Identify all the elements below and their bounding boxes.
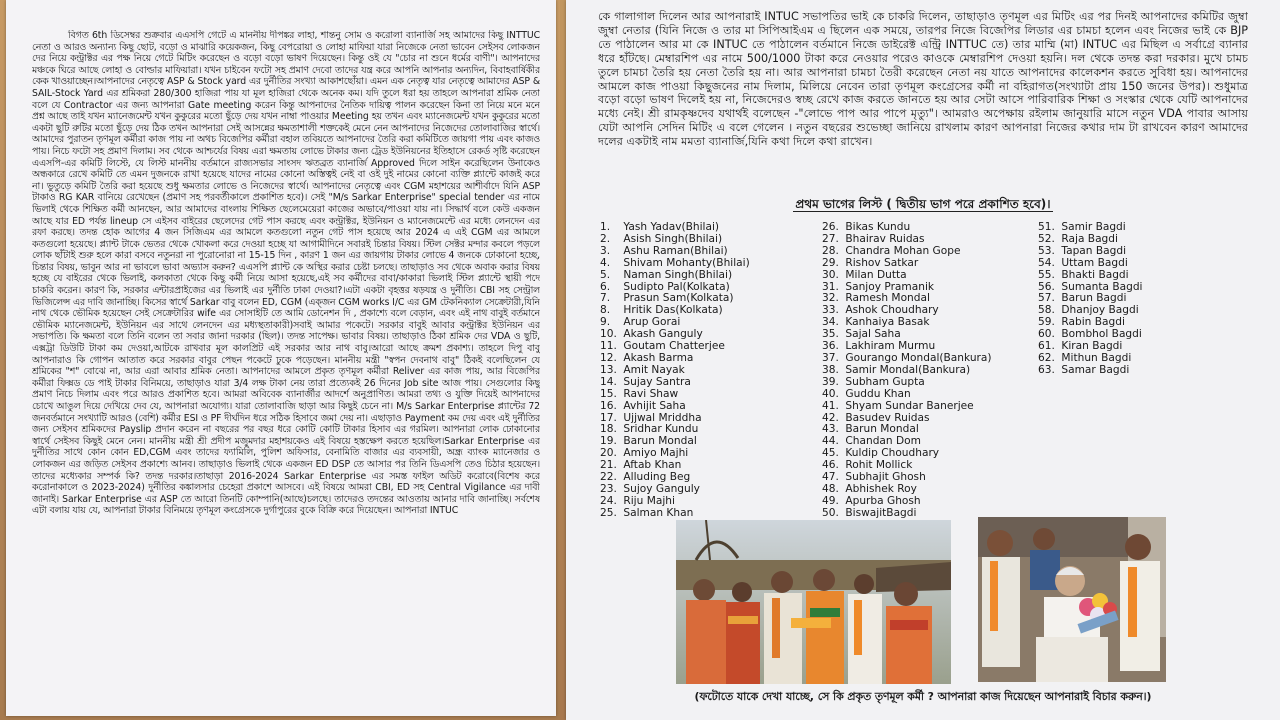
name-list-number: 44. — [822, 435, 839, 448]
name-list-name: Guddu Khan — [845, 387, 911, 400]
name-list-name: Kuldip Choudhary — [845, 447, 940, 460]
name-list-name: Mithun Bagdi — [1061, 351, 1132, 364]
name-list-name: Yash Yadav(Bhilai) — [623, 221, 720, 233]
name-list-name: Amit Nayak — [623, 363, 685, 376]
name-list-item — [822, 508, 992, 520]
name-list-name: Salman Khan — [623, 506, 694, 519]
name-list-number: 46. — [822, 459, 839, 472]
name-list-name: Sanjoy Pramanik — [845, 280, 935, 293]
name-list-name: Chandra Mohan Gope — [845, 244, 961, 257]
continuation-paragraph: কে গালাগাল দিলেন আর আপনারাই INTUC সভাপতির ভাই কে চাকরি দিলেন, তাছাড়াও তৃণমূল এর মিটিং এর পর দিনই আপনাদের কমিটির জুম্বা জুম্বা নেতার (যিনি নিজে ও তার মা সিপিআইএম এ ছিলেন এক সময়ে, তারপর নিজে বিজেপির লিডার এর চামচা হলেন এবং নিজের ভাই কে BJP তে পাঠালেন আর মা কে INTUC তে পাঠালেন বর্তমানে নিজে ডাইরেক্ট এন্ট্রি INTTUC তে) তার মাম্মি (মা) INTUC এর মিছিল এ সর্বাগ্রে ব্যানার ধরে হাঁটছে। মেম্বারশিপ এর নামে 500/1000 টাকা করে নেওয়ার পরেও কাওকে মেম্বারশিপ দেওয়া হয়নি। দল থেকে তদন্ত করা দরকার। মুখে চামচ তুলে চামচা তৈরি হয় নেতা তৈরি হয় না। আর আপনারা চামচা তৈরী করেছেন নেতা নয় যাতে আপনাদের কালেকশন করতে সুবিধা হয়। আপনাদের আমলে কাজ পাওয়া কিছুজনের নাম দিলাম, মিলিয়ে নেবেন তারা তৃণমূল কংগ্রেসের কর্মী না বহিরাগত(সংখ্যাটা প্রায় 150 জনের উপর)। শুধুমাত্র বড়ো বড়ো ভাষণ দিলেই হয় না, নিজেদেরও স্বচ্ছ রেখে কাজ করতে জানতে হয় আর সেটা আসে পারিবারিক শিক্ষা ও সংস্কার থেকে যেটি আপনাদের মধ্যে নেই। শ্রী রামকৃষ্ণদেব যথার্থই বলেছেন -"লোভে পাপ আর পাপে মৃত্যু"। আমরাও অপেক্ষায় রইলাম জানুয়ারি মাসে নতুন VDA পাবার আসায় যেটা আপনি সেদিন মিটিং এ বলে গেলেন । নতুন বছরের শুভেচ্ছা জানিয়ে রাখলাম কারণ আপনারা নিজের কথার দাম টা রাখবেন কারণ আমাদের দলের একটাই নাম মমতা ব্যানার্জি,যিনি কথা দিলে কথা রাখেন। — [598, 10, 1248, 149]
name-list-number: 33. — [822, 304, 839, 317]
name-list-name: Uttam Bagdi — [1061, 256, 1128, 269]
name-list-name: Subham Gupta — [845, 375, 925, 388]
name-list-name: Samir Bagdi — [1061, 221, 1126, 233]
name-list-number: 23. — [600, 482, 617, 495]
name-list-name: Shivam Mohanty(Bhilai) — [623, 256, 750, 269]
name-list-number: 36. — [822, 340, 839, 353]
name-list-name: Alluding Beg — [623, 471, 691, 484]
name-list-name: Chandan Dom — [845, 435, 921, 448]
name-list-name: Ashu Raman(Bhilai) — [623, 244, 728, 257]
name-list-name: Sumanta Bagdi — [1061, 280, 1143, 293]
name-list-number: 56. — [1038, 280, 1055, 293]
name-list-number: 11. — [600, 340, 617, 353]
name-list-name: Tapan Bagdi — [1061, 244, 1127, 257]
name-list-name: Sajal Saha — [845, 328, 901, 341]
name-list-number: 38. — [822, 363, 839, 376]
name-list-name: Basudev Ruidas — [845, 411, 930, 424]
name-list-name: Bhairav Ruidas — [845, 232, 925, 245]
name-list-number: 16. — [600, 399, 617, 412]
name-list-number: 18. — [600, 423, 617, 436]
name-list-number: 42. — [822, 411, 839, 424]
name-list-number: 53. — [1038, 244, 1055, 257]
name-list-name: Apurba Ghosh — [845, 494, 921, 507]
name-list-name: Dhanjoy Bagdi — [1061, 304, 1139, 317]
name-list-name: Naman Singh(Bhilai) — [623, 268, 733, 281]
name-list-number: 19. — [600, 435, 617, 448]
name-list-name: Avhijit Saha — [623, 399, 686, 412]
name-list-number: 59. — [1038, 316, 1055, 329]
name-list-name: Sujoy Ganguly — [623, 482, 700, 495]
name-list-number: 15. — [600, 387, 617, 400]
name-list-number: 49. — [822, 494, 839, 507]
name-list-name: Raja Bagdi — [1061, 232, 1118, 245]
name-list-number: 21. — [600, 459, 617, 472]
name-list-name: Rabin Bagdi — [1061, 316, 1125, 329]
name-list-number: 34. — [822, 316, 839, 329]
name-list-name: Kanhaiya Basak — [845, 316, 930, 329]
name-list-name: Hritik Das(Kolkata) — [623, 304, 723, 317]
name-list-number: 50. — [822, 506, 839, 519]
name-list-name: Bikas Kundu — [845, 221, 911, 233]
name-list-name: Milan Dutta — [845, 268, 907, 281]
photo-bouquet-welcome — [978, 517, 1166, 682]
name-list-number: 61. — [1038, 340, 1055, 353]
name-list-name: Riju Majhi — [623, 494, 675, 507]
name-list-number: 37. — [822, 351, 839, 364]
name-list-name: Sudipto Pal(Kolkata) — [623, 280, 730, 293]
name-list-number: 62. — [1038, 351, 1055, 364]
name-list-name: Abhishek Roy — [845, 482, 917, 495]
name-list-name: Prasun Sam(Kolkata) — [623, 292, 734, 305]
name-list-number: 5. — [600, 268, 611, 281]
name-list-number: 60. — [1038, 328, 1055, 341]
names-column-1 — [600, 222, 750, 520]
name-list-name: Ashok Choudhary — [845, 304, 939, 317]
name-list-name: Barun Mondal — [845, 423, 919, 436]
name-list-name: Samir Mondal(Bankura) — [845, 363, 971, 376]
name-list-number: 26. — [822, 221, 839, 233]
name-list-number: 45. — [822, 447, 839, 460]
name-list-number: 52. — [1038, 232, 1055, 245]
name-list-name: Amiyo Majhi — [623, 447, 689, 460]
name-list-number: 2. — [600, 232, 611, 245]
name-list-number: 41. — [822, 399, 839, 412]
name-list-number: 47. — [822, 471, 839, 484]
name-list-number: 29. — [822, 256, 839, 269]
name-list-number: 1. — [600, 221, 611, 233]
name-list-number: 9. — [600, 316, 611, 329]
name-list-name: Shyam Sundar Banerjee — [845, 399, 974, 412]
name-list-number: 13. — [600, 363, 617, 376]
name-list-number: 32. — [822, 292, 839, 305]
name-list-number: 28. — [822, 244, 839, 257]
name-list-number: 57. — [1038, 292, 1055, 305]
name-list-number: 35. — [822, 328, 839, 341]
name-list-name: Lakhiram Murmu — [845, 340, 936, 353]
photo-bouquet-welcome-image — [978, 517, 1166, 682]
name-list-name: Bombhol Bagdi — [1061, 328, 1142, 341]
name-list-name: Asish Singh(Bhilai) — [623, 232, 723, 245]
name-list-number: 51. — [1038, 221, 1055, 233]
name-list-name: Goutam Chatterjee — [623, 340, 725, 353]
name-list-number: 54. — [1038, 256, 1055, 269]
list-heading — [566, 196, 1280, 216]
name-list-number: 3. — [600, 244, 611, 257]
name-list-name: Ramesh Mondal — [845, 292, 930, 305]
name-list-number: 39. — [822, 375, 839, 388]
name-list-name: Aftab Khan — [623, 459, 682, 472]
name-list-name: Kiran Bagdi — [1061, 340, 1123, 353]
name-list-number: 63. — [1038, 363, 1055, 376]
body-paragraph-text: বিগত 6th ডিসেম্বর শুক্রবার এএসপি গেটে এ মাননীয় দীপঙ্কর লাহা, শান্তনু সোম ও করোলা ব্যানার্জি সহ আমাদের কিছু INTTUC নেতা ও আরও অন্যান্য কিছু ছোট, বড়ো ও মাঝারি কয়েকজন, কিছু বেপরোয়া ও লোহা মাফিয়া যারা নিজেকে নেতা ভাবেন সেইসব লোকজন দের নিয়ে কন্ট্রাক্টর এর পক্ষ নিয়ে গেটে মিটিং করেছেন ও বড়ো বড়ো ভাষণ দিয়েছেন। কিন্তু ওই যে "চোর না শুনে ধর্মের বাণী"। আপনাদের মঞ্চকে ঘিরে আছে লোহা ও বোল্ডার মাফিয়ারা। যখন চাইবেন ফটো সহ প্রমাণ দেবো তাদের যন্ত্র করে আপনি আপনার অন্যদিন, বিবাহবার্ষিকীর কেক খাওয়াচ্ছেন।আপনাদের নেতৃত্বে ASP & Stock yard এর দুর্নীতির সংখ্যা আকাশছোঁয়া। এমন এক নেতৃত্ব যার নেতৃত্বে আমাদের ASP & SAIL-Stock Yard এর শ্রমিকরা 280/300 হাজিরা পায় যা মূল হাজিরা থেকে অনেক কম। যদি তুলে ধরা হয় তাহলে আপনারা শ্রমিক নেতা বলে যে Contractor এর জন্য আপনারা Gate meeting করেন কিন্তু আপনাদের নৈতিক দায়িত্ব পালন করেছেন কিনা তা নিয়ে মনে মনে প্রশ্ন আছে তাই যখন ম্যানেজমেন্ট যখন কুকুরের মতো ছুঁড়ে দেয় যখন নাম্বা পাওয়ার Meeting হয় তখন এবং ম্যানেজমেন্ট যখন কুকুরের মতো একটা ছুটি রুটির মতো ছুঁড়ে দেয় ঠিক তখন আপনারা সেই আসন্নের ক্ষমতাশালী শক্তকেই মেনে নেন আপনাদের নিজেদের তোলাবাজির স্বার্থে। আমাদের পুরাতন তৃণমূল কর্মীরা কাজ পায় না অথচ বিজেপির কর্মীরা বহাল তবিয়তে আপনাদের তৈরি করা কমিটিতে জায়গা পায় এবং কাজও পায়। নিচে ফটো সহ প্রমাণ দিলাম। সব থেকে আশ্চর্যের বিষয় এরা ক্ষমতায় লোভে টাকার জন্য ট্রেড ইউনিয়নের ইতিহাসে রেকর্ড সৃষ্টি করেছেন এএসপি-এর কমিটি লিস্টে, যে লিস্ট মাননীয় বর্তমানে রাজ্যসভার সাংসদ ঋতব্রত ব্যানার্জি Approved দিলে সাইন করেছিলেন উনাকেও অন্ধকারে রেখে কমিটি তে এমন দুজনকে রাখা হয়েছে যাদের নামের কোনো অস্তিত্বই নেই বা ওই দুই নামের কোনো ব্যক্তি প্ল্যান্টে কাজই করে না। ভুতুড়ে কমিটি তৈরি করা হয়েছে শুধু ক্ষমতার লোভে ও নিজেদের স্বার্থে। আপনাদের নেতৃত্বে এবং CGM মহাশয়ের আশীর্বাদে যিনি ASP টাকাও RG KAR বানিয়ে রেখেছেন (প্রমাণ সহ পরবর্তীকালে প্রকাশিত হবে)। সেই "M/s Sarkar Enterprise" special tender এর নামে ভিলাই থেকে শিক্ষিত কর্মী আনছেন, আর আমাদের বাংলায় শিক্ষিত ছেলেমেয়েরা কাজের অভাবে/পাওয়া যায় না। সিদ্ধার্থ বলে কেউ একজন আছে যার ED পর্যন্ত lineup সে এইসব বাইরের ছেলেদের গেট পাস করছে এবং কন্ট্রাক্টর, ইউনিয়ন ও ম্যানেজমেন্টে এর মধ্যে লেনদেন এর রফা করছে। তদন্ত হোক আগের 4 জন সিজিএম এর আমলে কতগুলো নতুন গেট পাস হয়েছে আর 2024 এ এই CGM এর আমলে কতগুলো হয়েছে। প্ল্যান্ট টাকে ভেতর থেকে খোকলা করে দেওয়া হচ্ছে যা আগামীদিনে সবারই চিন্তার বিষয়। স্টিল সেক্টর মন্দার কবলে পড়লে লোক ছাঁটাই শুরু হলে কারা বসবে নতুনরা না পুরোনোরা না 15-15 দিন , কারণ 1 জন এর জায়গায় টাকার লোভে 4 জনকে ঢোকানো হচ্ছে, চিন্তার বিষয়, ভাবুন আর না ভাবলে ভাবা অভ্যাস করুন? এএসপি প্ল্যান্ট কে অস্থির করার চেষ্টা চলছে। তাছাড়াও সব থেকে অবাক করার বিষয় হচ্ছে যে বাইরের থেকে ভিলাই, কলকাতা থেকে কিছু কর্মী নিয়ে আসা হয়েছে,এই সব কর্মীদের বাবা/কাকারা ভিলাই স্টিল প্ল্যান্টে স্থায়ী পদে চাকরি করেন। কারণ কি, সরকার এন্টারপ্রাইজের এর ভিলাই এর দুর্নীতি ঢাকা দেওয়া?।এটা একটা বৃহত্তর ষড়যন্ত্র ও দুর্নীতি। CBI সহ সেন্ট্রাল ভিজিলেন্স এর দাবি জানাচ্ছি। কিসের স্বার্থে Sarkar বাবু বলেন ED, CGM (এক্জন CGM works I/C এর GM টেকনিক্যাল সেক্রেটারী,যিনি নাথ থেকে ভৌমিক হয়েছেন সেই সেক্রেটারির wife এর সোসাইটি তে আমি ডোনেশন দি , প্রকাশ্যে বলে বেড়ান, এবং এই নাথ বাবুই বর্তমানে ভৌমিক ম্যানেজমেন্ট, ইউনিয়ন এর সাথে লেনদেন এর মধ্যস্থতাকারী)সবাই আমার পকেটে। সরকার বাবুই আবার কন্ট্রাক্টর ইউনিয়ন এর সভাপতি। কি ক্ষমতা বলে তিনি বলেন তা সবার জানা দরকার (ছিল)। তদন্ত সাপেক্ষ। ভাবার বিষয়। তাছাড়াও ঠিকা শ্রমিক দের VDA ও ছুটি, এক্সট্রা ডিউটি টাকা কম দেওয়া,আটকে রাখবার মূল কালপ্রিট এই সরকার আর নাথ বাবু।আরো আছে ক্রমশ প্রকাশ্য। তাহলে দিপু বাবু আপনারাও কি গোপন আতাত করে সরকার বাবুর পেছন পকেটে ঢুকে পড়েছেন। মাননীয় মন্ত্রী "স্বপন দেবনাথ বাবু" ঠিকই বলেছিলেন যে শ্রমিকের "শ" বোঝে না, আর এরা আবার শ্রমিক নেতা। আপনাদের আমলে প্রকৃত তৃণমূল কর্মীরা Reliver এর কাজ পায়, আর বিজেপির কর্মীরা ফিক্সড ডে পাই টাকার বিনিময়ে, তাছাড়াও যারা 3/4 লক্ষ টাকা নেয় তারা প্রত্যেকই 26 দিনের Job site আজ পায়। সেগুলোর কিছু প্রমাণ নিচে দিলাম এবং পরে আরও প্রকাশিত হবে। আমরা অবিবেক ব্যানার্জীর আদর্শে অনুপ্রাণিত। আমরা তথ্য ও যুক্তি দিয়েই আপনাদের চোখে আঙুল দিয়ে দেখিয়ে দেব যে, আপনারা অযোগ্য। যারা তোলাবাজি ছাড়া আর কিছুই চেনে না। M/s Sarkar Enterprise প্ল্যান্টের 72 জনবর্তমানে সংখ্যাটি আরও (বেশি) কর্মীর ESI ও PF দীর্ঘদিন ধরে সঠিক হিসাবে জমা দেয় না। এছাড়াও Payment কম দেয় এবং এই দুর্নীতির জন্য সেইসব শ্রমিকদের Payslip প্রদান করেন না বছরের পর বছর ধরে কোটি কোটি টাকার হিসাব এর গরমিল। আপনারা লোক ঢোকানোর স্বার্থে সেইসব কিছুই মেনে নেন। মাননীয় মন্ত্রী শ্রী প্রদীপ মজুমদার মহাশয়কেও এই বিষয়ে হস্তক্ষেপ করতে হয়েছিল।Sarkar Enterprise এর দুর্নীতির সাথে কোন কোন ED,CGM এবং তাদের ফ্যামিলি, পুলিশ অফিসার, বেনামিতি বাজার এর ব্যবসায়ী, অন্ধ্র ব্যাংক ম্যানেজার ও লোকজন এর জড়িত সেইসব প্রকাশ্যে আনব। তাছাড়াও ভিলাই থেকে একজন ED DSP তে আসার পর তিনি ডিএসপি তেও চিঠার হয়েছেন। তাদের মধ্যেকার সম্পর্ক কি? তদন্ত দরকার।তাছাড়া 2016-2024 Sarkar Enterprise এর সমস্ত ফাইল অডিট করোবে(বিশেষ করে করোনাকালে ও 2023-2024) দুর্নীতির কঙ্কালসার চেহেরা প্রকাশে আসবে। এই বিষয়ে আমরা CBI, ED সহ Central Vigilance এর দাবী জানাই। Sarkar Enterprise এর ASP তে আরো তিনটি কোম্পানি(আছে)চলছে। তাদেরও তদন্তের আওতায় আনার দাবি জানাচ্ছি। সর্বশেষ এটা বলায় যায় যে, আপনারা টাকার বিনিময়ে তৃণমূল কংগ্রেসকে দুর্গাপুরের বুকে বিক্রি করে দিয়েছেন। আপনারা INTUC — [32, 30, 540, 517]
name-list-name: Ravi Shaw — [623, 387, 679, 400]
name-list-number: 48. — [822, 482, 839, 495]
name-list-item — [1038, 365, 1143, 377]
name-list-name: Subhajit Ghosh — [845, 471, 926, 484]
name-list-name: Akash Ganguly — [623, 328, 703, 341]
name-list-number: 55. — [1038, 268, 1055, 281]
name-list-number: 6. — [600, 280, 611, 293]
name-list-number: 17. — [600, 411, 617, 424]
name-list-number: 10. — [600, 328, 617, 341]
photo-caption: (ফটোতে যাকে দেখা যাচ্ছে, সে কি প্রকৃত তৃণমূল কর্মী ? আপনারা কাজ দিয়েছেন আপনারাই বিচার করুন।) — [694, 690, 1152, 703]
name-list-number: 8. — [600, 304, 611, 317]
name-list-number: 27. — [822, 232, 839, 245]
photo-group-outdoor — [676, 520, 951, 684]
name-list-name: Samar Bagdi — [1061, 363, 1130, 376]
leaflet-page-right — [566, 0, 1280, 720]
name-list-name: BiswajitBagdi — [845, 506, 917, 519]
name-list-number: 22. — [600, 471, 617, 484]
name-list-number: 14. — [600, 375, 617, 388]
name-list-name: Bhakti Bagdi — [1061, 268, 1129, 281]
name-list-number: 43. — [822, 423, 839, 436]
name-list-number: 12. — [600, 351, 617, 364]
name-list-name: Gourango Mondal(Bankura) — [845, 351, 992, 364]
name-list-name: Ujjwal Mriddha — [623, 411, 702, 424]
name-list-number: 31. — [822, 280, 839, 293]
name-list-number: 30. — [822, 268, 839, 281]
name-list-name: Arup Gorai — [623, 316, 681, 329]
names-column-3 — [1038, 222, 1143, 377]
name-list-name: Barun Mondal — [623, 435, 697, 448]
name-list-number: 40. — [822, 387, 839, 400]
name-list-number: 7. — [600, 292, 611, 305]
name-list-name: Rohit Mollick — [845, 459, 913, 472]
leaflet-page-left — [6, 0, 556, 716]
name-list-number: 25. — [600, 506, 617, 519]
body-paragraph — [32, 30, 540, 706]
name-list-name: Rishov Satkar — [845, 256, 919, 269]
list-heading-text: প্রথম ভাগের লিস্ট ( দ্বিতীয় ভাগ পরে প্রকাশিত হবে)। — [795, 197, 1051, 211]
name-list-name: Akash Barma — [623, 351, 694, 364]
name-list-number: 24. — [600, 494, 617, 507]
names-column-2 — [822, 222, 992, 520]
name-list-item — [600, 508, 750, 520]
name-list-number: 58. — [1038, 304, 1055, 317]
name-list-name: Sridhar Kundu — [623, 423, 699, 436]
name-list-name: Barun Bagdi — [1061, 292, 1127, 305]
name-list-name: Sujay Santra — [623, 375, 691, 388]
name-list-number: 4. — [600, 256, 611, 269]
name-list-number: 20. — [600, 447, 617, 460]
photo-group-outdoor-image — [676, 520, 951, 684]
